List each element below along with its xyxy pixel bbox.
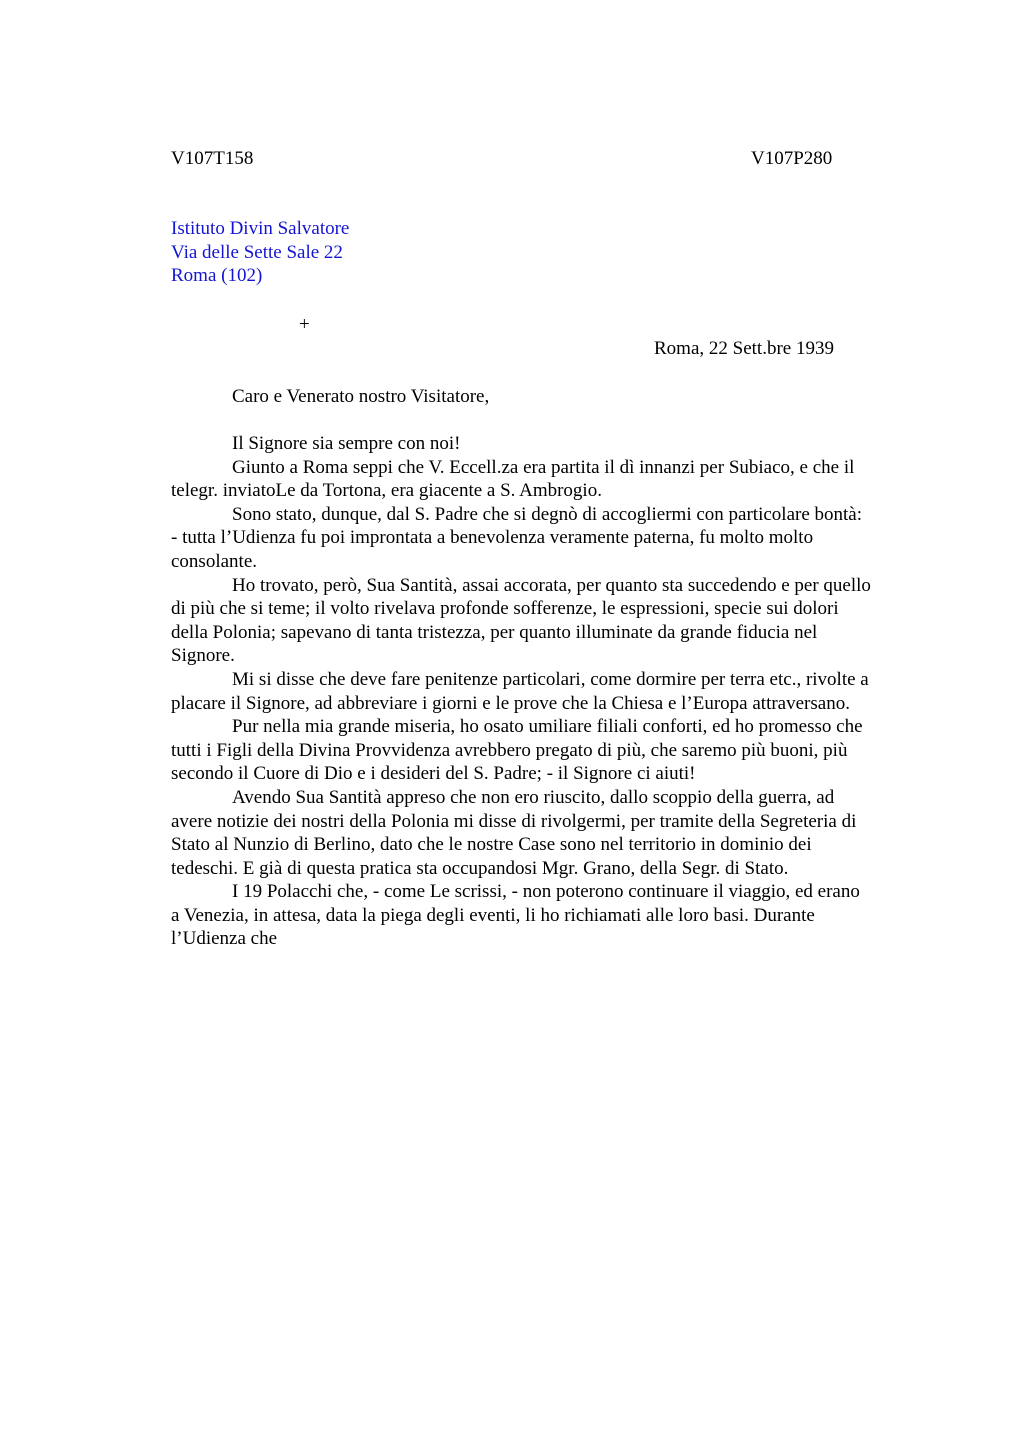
text-line: Mi si disse che deve fare penitenze particolari, come dormire per terra etc., rivolte a: [232, 668, 869, 690]
text-line: Avendo Sua Santità appreso che non ero riuscito, dallo scoppio della guerra, ad: [232, 786, 835, 808]
text-line: Ho trovato, però, Sua Santità, assai accorata, per quanto sta succedendo e per quello: [232, 574, 871, 596]
text-line: Signore.: [171, 645, 235, 667]
text-line: di più che si teme; il volto rivelava profonde sofferenze, le espressioni, specie sui dolori: [171, 598, 839, 620]
paragraph: [171, 456, 931, 503]
sender-street: Via delle Sette Sale 22: [171, 241, 343, 263]
document-reference-right: V107P280: [751, 148, 833, 169]
text-line: avere notizie dei nostri della Polonia mi disse di rivolgermi, per tramite della Segreteria di: [171, 810, 857, 832]
document-reference-left: V107T158: [171, 148, 254, 169]
text-line: - tutta l’Udienza fu poi improntata a benevolenza veramente paterna, fu molto molto: [171, 527, 814, 549]
cross-symbol: +: [299, 314, 310, 335]
text-line: tutti i Figli della Divina Provvidenza avrebbero pregato di più, che saremo più buoni, più: [171, 739, 848, 761]
text-line: tedeschi. E già di questa pratica sta occupandosi Mgr. Grano, della Segr. di Stato.: [171, 857, 789, 879]
sender-institute: Istituto Divin Salvatore: [171, 218, 350, 239]
salutation: Caro e Venerato nostro Visitatore,: [232, 386, 490, 407]
text-line: consolante.: [171, 550, 258, 572]
text-line: secondo il Cuore di Dio e i desideri del S. Padre; - il Signore ci aiuti!: [171, 763, 696, 785]
text-line: I 19 Polacchi che, - come Le scrissi, - non poterono continuare il viaggio, ed erano: [232, 881, 860, 903]
text-line: placare il Signore, ad abbreviare i giorni e le prove che la Chiesa e l’Europa attraversano.: [171, 692, 850, 714]
paragraph: [171, 503, 931, 574]
text-line: Stato al Nunzio di Berlino, dato che le nostre Case sono nel territorio in dominio dei: [171, 834, 812, 856]
sender-address: [171, 217, 349, 288]
text-line: Giunto a Roma seppi che V. Eccell.za era partita il dì innanzi per Subiaco, e che il: [232, 456, 855, 478]
text-line: l’Udienza che: [171, 928, 278, 950]
paragraph: [171, 432, 931, 456]
paragraph: [171, 668, 931, 715]
text-line: Il Signore sia sempre con noi!: [232, 433, 461, 454]
paragraph: [171, 786, 931, 880]
sender-city: Roma (102): [171, 265, 263, 287]
letter-date: Roma, 22 Sett.bre 1939: [654, 338, 834, 359]
letter-body: [171, 432, 931, 951]
text-line: Pur nella mia grande miseria, ho osato umiliare filiali conforti, ed ho promesso che: [232, 716, 863, 738]
paragraph: [171, 880, 931, 951]
paragraph: [171, 715, 931, 786]
text-line: telegr. inviatoLe da Tortona, era giacente a S. Ambrogio.: [171, 480, 602, 502]
text-line: Sono stato, dunque, dal S. Padre che si degnò di accogliermi con particolare bontà:: [232, 503, 862, 525]
text-line: a Venezia, in attesa, data la piega degli eventi, li ho richiamati alle loro basi. Durante: [171, 904, 815, 926]
text-line: della Polonia; sapevano di tanta tristezza, per quanto illuminate da grande fiducia nel: [171, 621, 818, 643]
paragraph: [171, 574, 931, 668]
